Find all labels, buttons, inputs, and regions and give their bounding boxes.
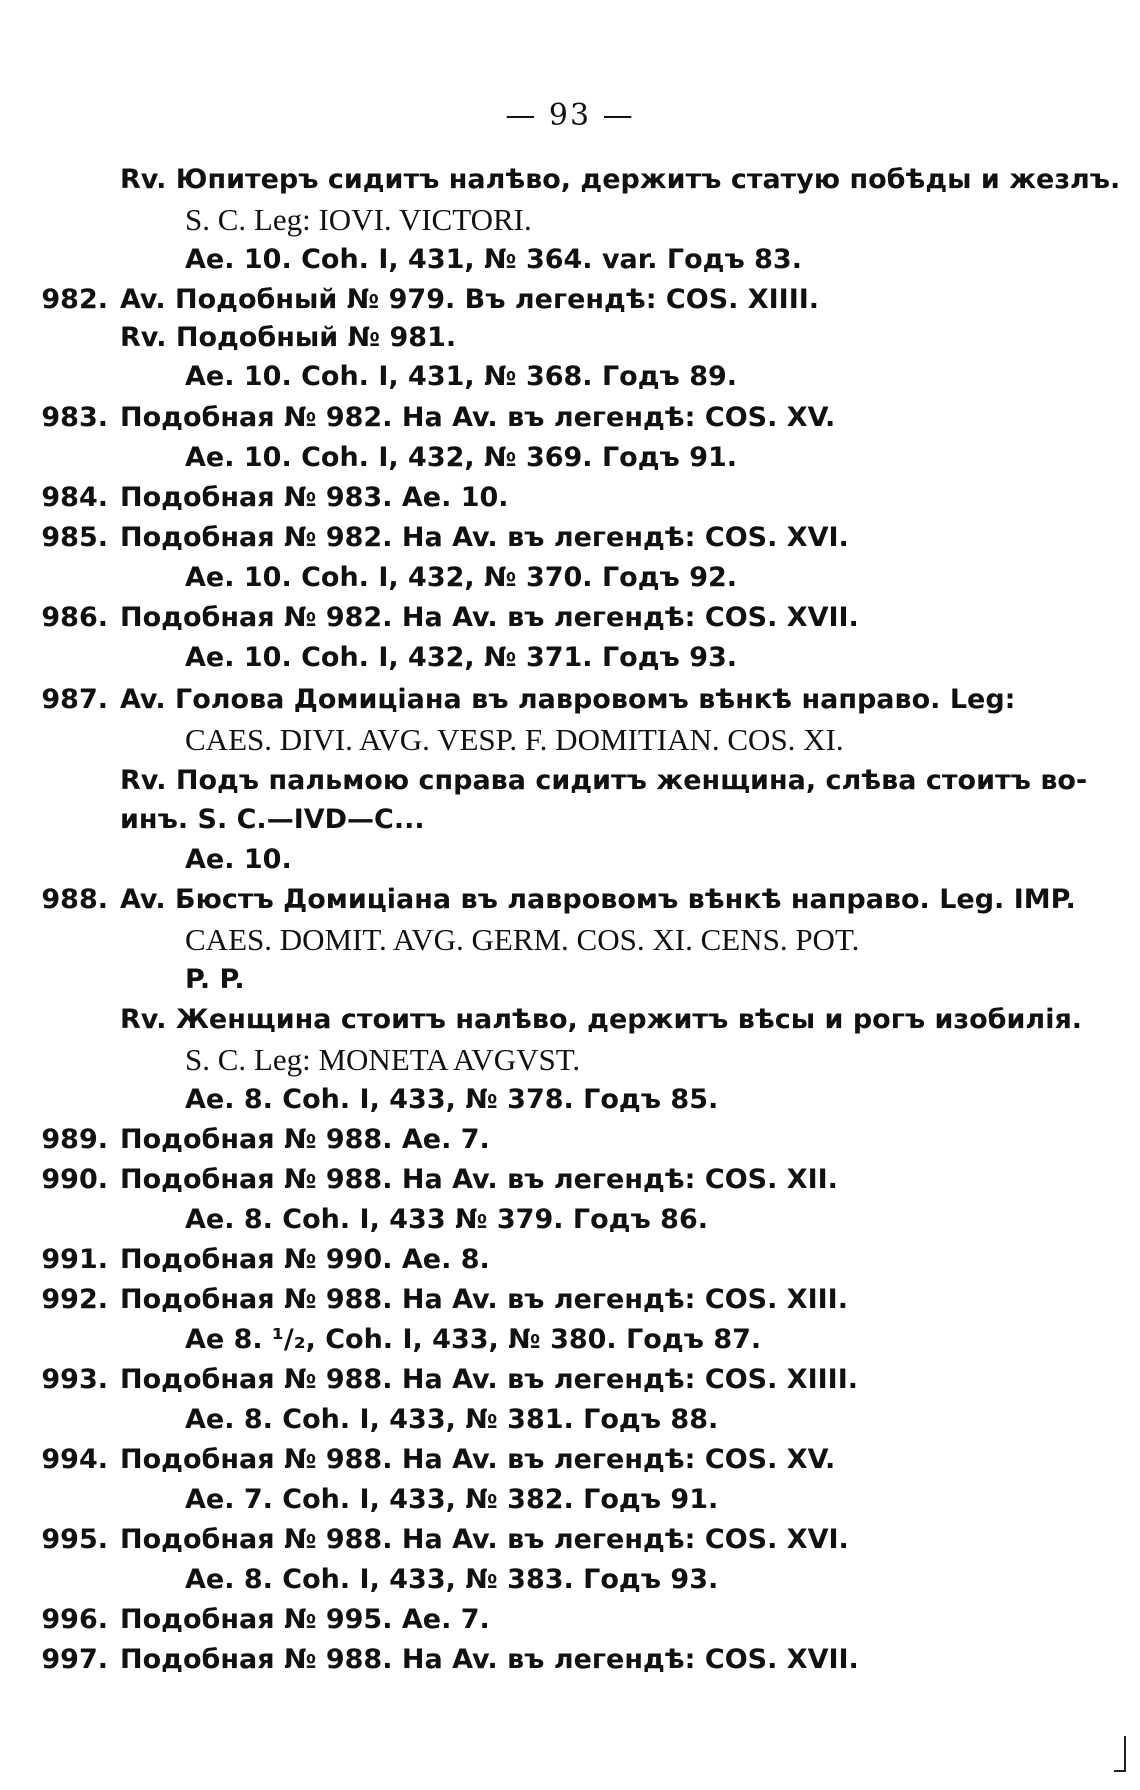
line-text: P. P. (185, 964, 245, 995)
line-text: Ae. 10. Coh. I, 432, № 369. Годъ 91. (185, 442, 738, 473)
line-text: инъ. S. C.—IVD—C... (120, 804, 425, 835)
entry-number: 988. (41, 884, 108, 915)
line-text: Ae. 10. Coh. I, 431, № 364. var. Годъ 83. (185, 244, 802, 275)
line-text: Av. Голова Домиціана въ лавровомъ вѣнкѣ направо. Leg: (120, 684, 1016, 715)
line-text: Подобная № 988. На Av. въ легендѣ: COS. XVI. (120, 1524, 849, 1555)
entry-number: 992. (41, 1284, 108, 1315)
text-line (185, 1400, 718, 1440)
line-text: Ae. 8. Coh. I, 433, № 378. Годъ 85. (185, 1084, 719, 1115)
text-line (185, 720, 844, 760)
entry-number: 985. (41, 522, 108, 553)
text-line (41, 598, 859, 638)
text-line (41, 1520, 849, 1560)
text-line (41, 1640, 859, 1680)
line-text: Ae. 8. Coh. I, 433 № 379. Годъ 86. (185, 1204, 708, 1235)
corner-mark (1114, 1736, 1126, 1772)
text-line (185, 240, 802, 280)
entry-number: 982. (41, 284, 108, 315)
line-text: Подобная № 988. На Av. въ легендѣ: COS. XIII. (120, 1284, 848, 1315)
line-text: Av. Подобный № 979. Въ легендѣ: COS. XIIII. (120, 284, 820, 315)
text-line (185, 1560, 718, 1600)
line-text: S. C. Leg: MONETA AVGVST. (185, 1042, 581, 1077)
text-line (185, 1040, 580, 1080)
text-line (41, 1440, 836, 1480)
line-text: Ae. 10. Coh. I, 432, № 370. Годъ 92. (185, 562, 738, 593)
text-line (41, 680, 1016, 720)
text-line (41, 880, 1076, 920)
line-text: Подобная № 982. На Av. въ легендѣ: COS. XV. (120, 402, 836, 433)
text-line (41, 1280, 848, 1320)
entry-number: 991. (41, 1244, 108, 1275)
line-text: Ae. 8. Coh. I, 433, № 381. Годъ 88. (185, 1404, 719, 1435)
text-line (185, 960, 245, 1000)
text-line (41, 1360, 859, 1400)
text-line (185, 920, 859, 960)
text-line (120, 160, 1120, 200)
line-text: Подобная № 988. На Av. въ легендѣ: COS. XIIII. (120, 1364, 859, 1395)
text-line (41, 1240, 490, 1280)
line-text: Подобная № 988. На Av. въ легендѣ: COS. XVII. (120, 1644, 859, 1675)
text-line (185, 1200, 708, 1240)
line-text: Av. Бюстъ Домиціана въ лавровомъ вѣнкѣ направо. Leg. IMP. (120, 884, 1076, 915)
entry-number: 984. (41, 482, 108, 513)
text-line (185, 1480, 718, 1520)
line-text: Rv. Подобный № 981. (120, 322, 457, 353)
entry-number: 990. (41, 1164, 108, 1195)
line-text: S. C. Leg: IOVI. VICTORI. (185, 202, 532, 237)
entry-number: 995. (41, 1524, 108, 1555)
text-line (185, 357, 737, 397)
line-text: Подобная № 995. Ae. 7. (120, 1604, 490, 1635)
line-text: Rv. Юпитеръ сидитъ налѣво, держитъ статую побѣды и жезлъ. (120, 164, 1121, 195)
entry-number: 987. (41, 684, 108, 715)
text-line (120, 318, 456, 358)
text-line (185, 438, 737, 478)
line-text: Подобная № 988. На Av. въ легендѣ: COS. XV. (120, 1444, 836, 1475)
text-line (41, 1160, 838, 1200)
line-text: Подобная № 988. На Av. въ легендѣ: COS. XII. (120, 1164, 838, 1195)
line-text: Ae. 8. Coh. I, 433, № 383. Годъ 93. (185, 1564, 719, 1595)
line-text: CAES. DIVI. AVG. VESP. F. DOMITIAN. COS. XI. (185, 722, 844, 757)
entry-number: 994. (41, 1444, 108, 1475)
line-text: Ae. 7. Coh. I, 433, № 382. Годъ 91. (185, 1484, 719, 1515)
line-text: Rv. Женщина стоитъ налѣво, держитъ вѣсы и рогъ изобилія. (120, 1004, 1083, 1035)
line-text: Подобная № 982. На Av. въ легендѣ: COS. XVII. (120, 602, 859, 633)
line-text: Подобная № 988. Ae. 7. (120, 1124, 490, 1155)
text-line (120, 800, 425, 840)
entry-number: 996. (41, 1604, 108, 1635)
line-text: Rv. Подъ пальмою справа сидитъ женщина, слѣва стоитъ во- (120, 765, 1088, 796)
line-text: Подобная № 983. Ae. 10. (120, 482, 509, 513)
entry-number: 997. (41, 1644, 108, 1675)
text-line (185, 558, 737, 598)
text-line (41, 478, 509, 518)
text-line (41, 280, 820, 320)
text-line (185, 638, 737, 678)
text-line (185, 200, 532, 240)
line-text: Ae 8. ¹/₂, Coh. I, 433, № 380. Годъ 87. (185, 1324, 762, 1355)
text-line (120, 1000, 1082, 1040)
line-text: Ae. 10. (185, 844, 292, 875)
text-line (185, 1080, 718, 1120)
page-number: — 93 — (505, 98, 635, 133)
line-text: Подобная № 982. На Av. въ легендѣ: COS. XVI. (120, 522, 849, 553)
entry-number: 989. (41, 1124, 108, 1155)
entry-number: 993. (41, 1364, 108, 1395)
text-line (185, 1320, 761, 1360)
line-text: Ae. 10. Coh. I, 432, № 371. Годъ 93. (185, 642, 738, 673)
line-text: CAES. DOMIT. AVG. GERM. COS. XI. CENS. POT. (185, 922, 860, 957)
entry-number: 986. (41, 602, 108, 633)
text-line (120, 761, 1087, 801)
entry-number: 983. (41, 402, 108, 433)
text-line (41, 1600, 490, 1640)
line-text: Подобная № 990. Ae. 8. (120, 1244, 490, 1275)
text-line (41, 518, 849, 558)
text-line (41, 1120, 490, 1160)
line-text: Ae. 10. Coh. I, 431, № 368. Годъ 89. (185, 361, 738, 392)
text-line (185, 840, 292, 880)
text-line (41, 398, 836, 438)
